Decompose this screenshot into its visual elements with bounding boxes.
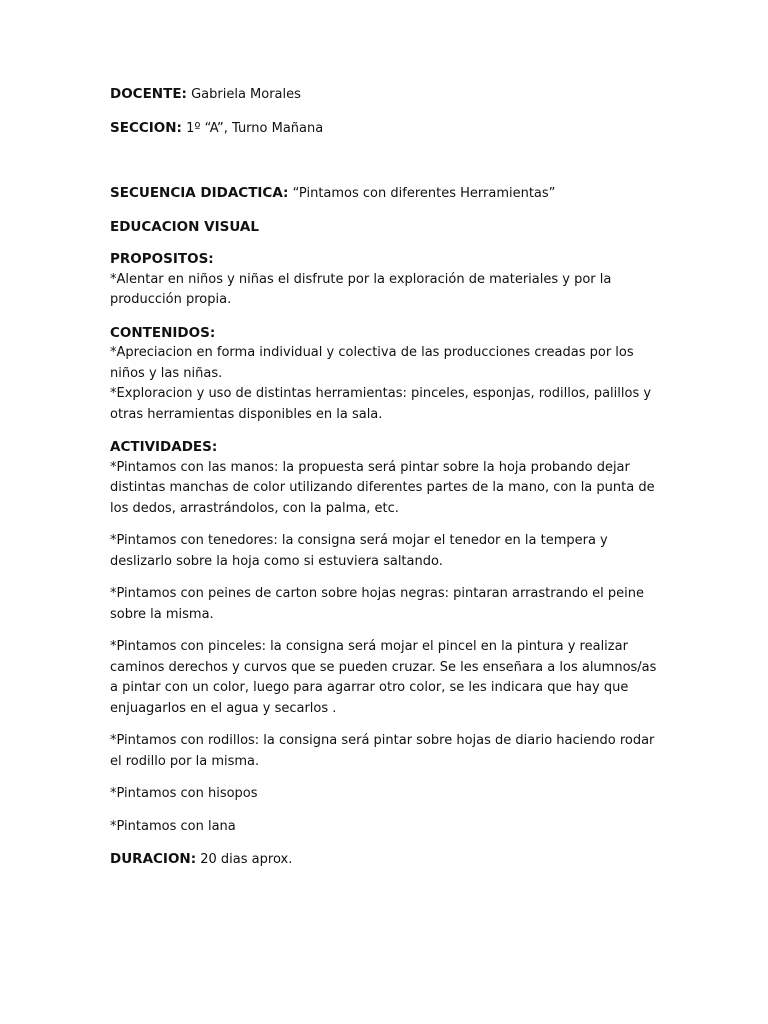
spacer [110, 772, 658, 784]
spacer [110, 237, 658, 249]
docente-value: Gabriela Morales [186, 87, 301, 102]
seccion-value: 1º “A”, Turno Mañana [181, 120, 324, 136]
actividad-item: *Pintamos con rodillos: la consigna será pintar sobre hojas de diario haciendo rodar el rodillo por la misma. [110, 733, 655, 769]
contenidos-heading: CONTENIDOS: [110, 324, 216, 341]
spacer [110, 572, 658, 584]
spacer [110, 519, 658, 531]
spacer [110, 139, 658, 183]
duracion-line [110, 849, 658, 871]
actividad-item: *Pintamos con tenedores: la consigna será mojar el tenedor en la tempera y deslizarlo sobre la hoja como si estuviera saltando. [110, 533, 608, 569]
spacer [110, 805, 658, 817]
proposito-item: *Alentar en niños y niñas el disfrute por la exploración de materiales y por la producción propia. [110, 271, 612, 307]
contenido-item: *Exploracion y uso de distintas herramientas: pinceles, esponjas, rodillos, palillos y otras herramientas disponibles en la sala. [110, 386, 652, 422]
actividad-item: *Pintamos con lana [110, 818, 236, 834]
spacer [110, 311, 658, 323]
seccion-label: SECCION: [110, 119, 182, 136]
actividad-item: *Pintamos con las manos: la propuesta será pintar sobre la hoja probando dejar distintas manchas de color utilizando diferentes partes de la mano, con la punta de los dedos, arrastrándolos, con la palma, etc. [110, 459, 655, 516]
actividades-heading: ACTIVIDADES: [110, 439, 218, 455]
spacer [110, 719, 658, 731]
spacer [110, 625, 658, 637]
spacer [110, 425, 658, 437]
actividad-item: *Pintamos con peines de carton sobre hojas negras: pintaran arrastrando el peine sobre la misma. [110, 586, 645, 622]
area-heading: EDUCACION VISUAL [110, 218, 259, 235]
actividad-item: *Pintamos con hisopos [110, 786, 258, 801]
secuencia-line [110, 183, 658, 205]
docente-line [110, 84, 658, 106]
duracion-label: DURACION: [110, 851, 197, 867]
propositos-heading: PROPOSITOS: [110, 251, 214, 267]
duracion-value: 20 dias aprox. [196, 852, 293, 867]
spacer [110, 205, 658, 217]
secuencia-label: SECUENCIA DIDACTICA: [110, 185, 289, 201]
seccion-line [110, 118, 658, 140]
contenido-item: *Apreciacion en forma individual y colectiva de las producciones creadas por los niños y las niñas. [110, 345, 634, 381]
secuencia-value: “Pintamos con diferentes Herramientas” [288, 186, 556, 201]
docente-label: DOCENTE: [110, 86, 187, 102]
spacer [110, 106, 658, 118]
actividad-item: *Pintamos con pinceles: la consigna será mojar el pincel en la pintura y realizar caminos derechos y curvos que se pueden cruzar. Se les enseñara a los alumnos/as a pintar con un color, luego para agarrar otro color, se les indicara que hay que enjuagarlos en el agua y secarlos . [110, 639, 657, 716]
document-body [110, 84, 658, 871]
spacer [110, 837, 658, 849]
